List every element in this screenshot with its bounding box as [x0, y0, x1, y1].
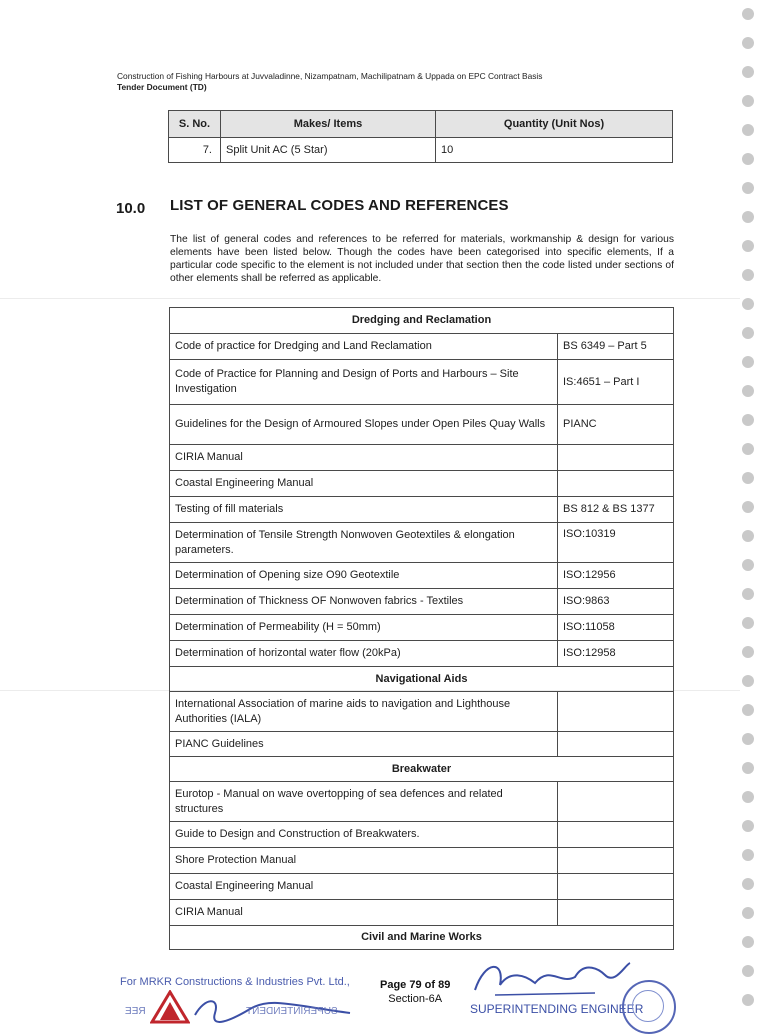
scan-fold-line: [0, 298, 740, 299]
table-row: [170, 692, 674, 732]
table-row: [170, 563, 674, 589]
mirrored-stamp-text: SUPERINTENDENT: [246, 1006, 338, 1017]
section-number: 10.0: [116, 200, 146, 217]
code-description: CIRIA Manual: [170, 900, 558, 926]
category-row: [170, 757, 674, 782]
code-description: CIRIA Manual: [170, 445, 558, 471]
header-document-type: Tender Document (TD): [117, 82, 207, 92]
code-description: Determination of Permeability (H = 50mm): [170, 615, 558, 641]
category-row: [170, 926, 674, 950]
code-reference: [558, 822, 674, 848]
section-intro-paragraph: The list of general codes and references to be referred for materials, workmanship & design for various elements have been listed below. Though the codes have been categorised into specific elements, If a particular code specific to the element is not included under that section then the code listed under sections of other elements shall be referred as applicable.: [170, 234, 674, 284]
code-description: Determination of horizontal water flow (20kPa): [170, 641, 558, 667]
code-reference: ISO:12956: [558, 563, 674, 589]
table-row: [170, 589, 674, 615]
official-seal-icon: [622, 980, 676, 1034]
code-reference: ISO:9863: [558, 589, 674, 615]
footer-company-name: For MRKR Constructions & Industries Pvt. Ltd.,: [120, 976, 350, 988]
code-description: Shore Protection Manual: [170, 848, 558, 874]
code-reference: [558, 732, 674, 757]
company-logo-icon: [150, 990, 190, 1024]
code-description: Guidelines for the Design of Armoured Slopes under Open Piles Quay Walls: [170, 405, 558, 445]
code-reference: [558, 692, 674, 732]
section-label: Section-6A: [388, 993, 443, 1005]
column-header-sno: S. No.: [169, 111, 221, 138]
table-row: [170, 360, 674, 405]
table-row: [170, 848, 674, 874]
mirrored-stamp-text: REE: [125, 1006, 146, 1017]
code-description: International Association of marine aids to navigation and Lighthouse Authorities (IALA): [170, 692, 558, 732]
code-reference: [558, 900, 674, 926]
items-table: [168, 110, 673, 163]
cell-item: Split Unit AC (5 Star): [221, 138, 436, 163]
cell-quantity: 10: [436, 138, 673, 163]
footer-page-info: [380, 978, 450, 1006]
code-reference: [558, 471, 674, 497]
code-reference: IS:4651 – Part I: [558, 360, 674, 405]
code-reference: ISO:10319: [558, 523, 674, 563]
table-row: [170, 471, 674, 497]
punch-holes: [742, 0, 758, 1024]
code-reference: BS 812 & BS 1377: [558, 497, 674, 523]
code-description: Determination of Thickness OF Nonwoven fabrics - Textiles: [170, 589, 558, 615]
cell-sno: 7.: [169, 138, 221, 163]
superintending-engineer-stamp: SUPERINTENDING ENGINEER: [470, 1002, 644, 1016]
code-description: Testing of fill materials: [170, 497, 558, 523]
table-row: [170, 732, 674, 757]
codes-table: [169, 307, 674, 950]
table-row: [170, 900, 674, 926]
code-reference: PIANC: [558, 405, 674, 445]
column-header-quantity: Quantity (Unit Nos): [436, 111, 673, 138]
code-reference: ISO:11058: [558, 615, 674, 641]
table-row: [170, 615, 674, 641]
document-header: [117, 71, 542, 93]
signature-icon: [465, 955, 635, 1005]
table-row: [170, 822, 674, 848]
table-row: [170, 782, 674, 822]
code-reference: ISO:12958: [558, 641, 674, 667]
table-row: [170, 334, 674, 360]
code-reference: BS 6349 – Part 5: [558, 334, 674, 360]
header-project-title: Construction of Fishing Harbours at Juvvaladinne, Nizampatnam, Machilipatnam & Uppada on EPC Contract Basis: [117, 71, 543, 81]
table-row: [170, 405, 674, 445]
code-description: Guide to Design and Construction of Breakwaters.: [170, 822, 558, 848]
table-header-row: [169, 111, 673, 138]
table-row: [169, 138, 673, 163]
table-row: [170, 523, 674, 563]
page-number: Page 79 of 89: [380, 979, 451, 991]
code-reference: [558, 848, 674, 874]
category-row: [170, 308, 674, 334]
code-description: Determination of Opening size O90 Geotextile: [170, 563, 558, 589]
column-header-items: Makes/ Items: [221, 111, 436, 138]
table-row: [170, 641, 674, 667]
table-row: [170, 874, 674, 900]
category-navigational-aids: Navigational Aids: [170, 667, 674, 692]
code-description: Eurotop - Manual on wave overtopping of sea defences and related structures: [170, 782, 558, 822]
category-dredging: Dredging and Reclamation: [170, 308, 674, 334]
table-row: [170, 445, 674, 471]
code-description: Coastal Engineering Manual: [170, 471, 558, 497]
code-reference: [558, 874, 674, 900]
table-row: [170, 497, 674, 523]
category-civil-marine-works: Civil and Marine Works: [170, 926, 674, 950]
code-reference: [558, 782, 674, 822]
section-title: LIST OF GENERAL CODES AND REFERENCES: [170, 197, 509, 214]
code-description: Determination of Tensile Strength Nonwoven Geotextiles & elongation parameters.: [170, 523, 558, 563]
code-description: Coastal Engineering Manual: [170, 874, 558, 900]
code-reference: [558, 445, 674, 471]
code-description: PIANC Guidelines: [170, 732, 558, 757]
code-description: Code of practice for Dredging and Land Reclamation: [170, 334, 558, 360]
category-row: [170, 667, 674, 692]
code-description: Code of Practice for Planning and Design of Ports and Harbours – Site Investigation: [170, 360, 558, 405]
category-breakwater: Breakwater: [170, 757, 674, 782]
